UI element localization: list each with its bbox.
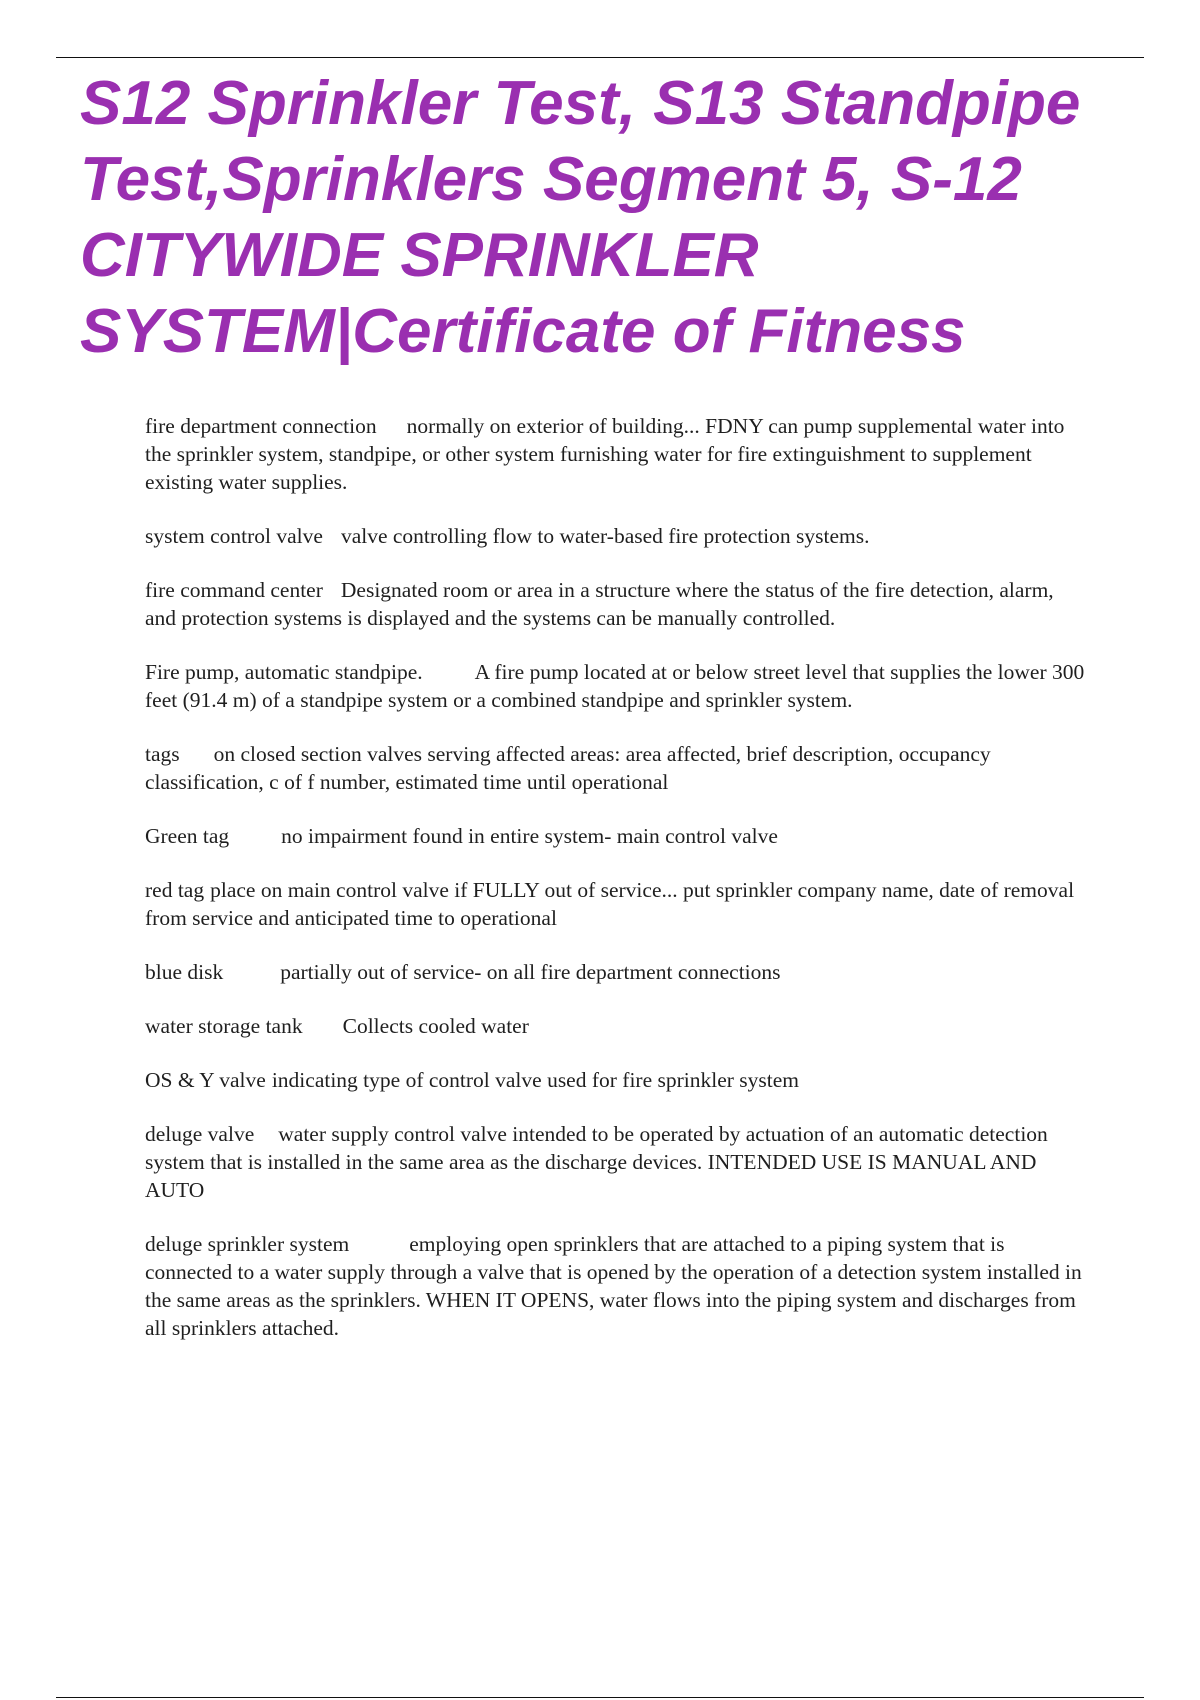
list-item xyxy=(145,958,1085,986)
entry-definition: A fire pump located at or below street level that supplies the lower 300 feet (91.4 m) of a standpipe system or a combined standpipe and sprinkler system. xyxy=(145,660,1085,712)
entry-term: blue disk xyxy=(145,960,224,984)
entry-term: water storage tank xyxy=(145,1014,303,1038)
entry-definition: on closed section valves serving affected areas: area affected, brief description, occupancy classification, c of f number, estimated time until operational xyxy=(145,742,991,794)
entry-term: deluge valve xyxy=(145,1122,255,1146)
list-item xyxy=(145,658,1085,714)
entry-term: OS & Y valve xyxy=(145,1068,266,1092)
entry-definition: partially out of service- on all fire department connections xyxy=(280,960,781,984)
entry-term: system control valve xyxy=(145,524,323,548)
entry-term: red tag xyxy=(145,878,205,902)
list-item xyxy=(145,522,1085,550)
list-item xyxy=(145,1120,1085,1204)
entry-definition: indicating type of control valve used for fire sprinkler system xyxy=(271,1068,800,1092)
entry-definition: Collects cooled water xyxy=(342,1014,529,1038)
entry-definition: normally on exterior of building... FDNY can pump supplemental water into the sprinkler system, standpipe, or other system furnishing water for fire extinguishment to supplement existing water supplies. xyxy=(145,414,1065,494)
entry-term: Fire pump, automatic standpipe. xyxy=(145,660,423,684)
list-item xyxy=(145,1012,1085,1040)
entry-term: Green tag xyxy=(145,824,230,848)
top-divider xyxy=(56,57,1144,58)
entry-definition: water supply control valve intended to be operated by actuation of an automatic detection system that is installed in the same area as the discharge devices. INTENDED USE IS MANUAL AND AUTO xyxy=(145,1122,1048,1202)
entry-definition: Designated room or area in a structure where the status of the fire detection, alarm, and protection systems is displayed and the systems can be manually controlled. xyxy=(145,578,1054,630)
list-item xyxy=(145,576,1085,632)
entry-definition: place on main control valve if FULLY out of service... put sprinkler company name, date of removal from service and anticipated time to operational xyxy=(145,878,1075,930)
list-item xyxy=(145,822,1085,850)
entry-definition: employing open sprinklers that are attached to a piping system that is connected to a water supply through a valve that is opened by the operation of a detection system installed in the same areas as the sprinklers. WHEN IT OPENS, water flows into the piping system and discharges from all sprinklers attached. xyxy=(145,1232,1082,1340)
list-item xyxy=(145,876,1085,932)
document-title: S12 Sprinkler Test, S13 Standpipe Test,Sprinklers Segment 5, S-12 CITYWIDE SPRINKLER SYSTEM|Certificate of Fitness xyxy=(80,69,1081,366)
list-item xyxy=(145,1230,1085,1342)
entry-term: tags xyxy=(145,742,180,766)
list-item xyxy=(145,412,1085,496)
list-item xyxy=(145,740,1085,796)
entry-term: fire department connection xyxy=(145,414,377,438)
bottom-divider xyxy=(56,1697,1144,1698)
entry-term: fire command center xyxy=(145,578,323,602)
flashcard-list xyxy=(145,412,1085,1368)
entry-term: deluge sprinkler system xyxy=(145,1232,350,1256)
list-item xyxy=(145,1066,1085,1094)
entry-definition: no impairment found in entire system- main control valve xyxy=(281,824,778,848)
entry-definition: valve controlling flow to water-based fire protection systems. xyxy=(340,524,870,548)
